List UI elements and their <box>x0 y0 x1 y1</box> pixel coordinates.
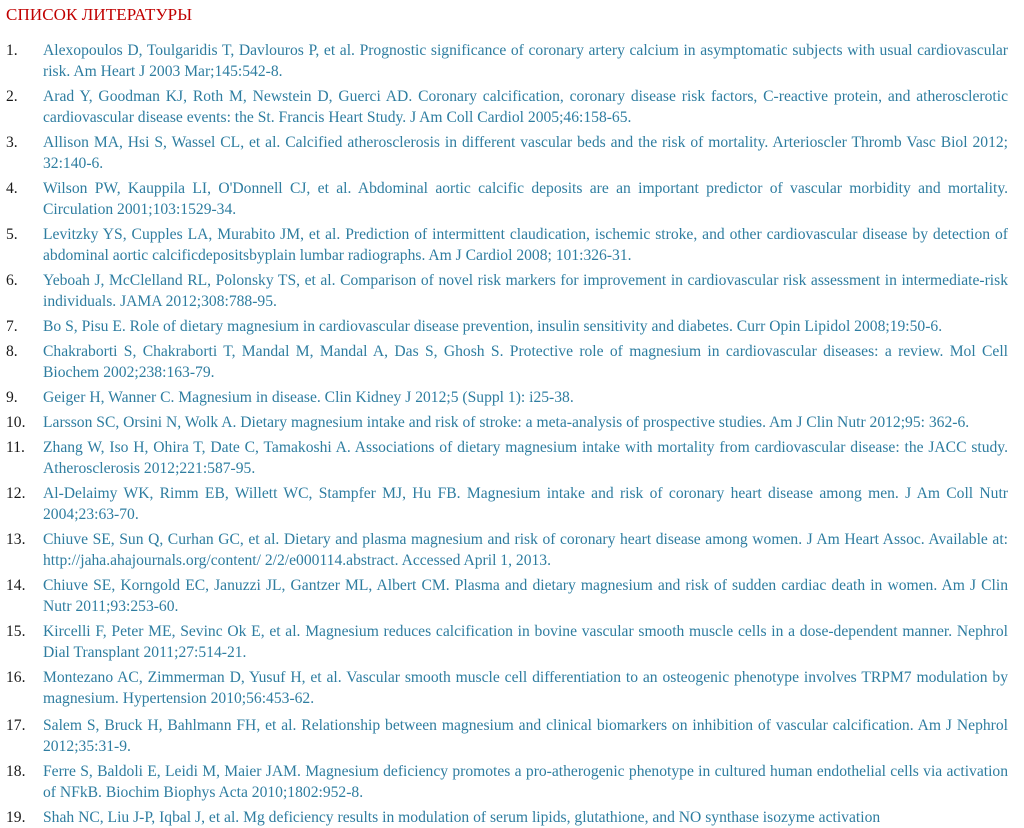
reference-number: 12. <box>6 485 26 502</box>
reference-item <box>0 40 1024 82</box>
reference-item <box>0 761 1024 803</box>
reference-item <box>0 807 1024 828</box>
reference-number: 7. <box>6 318 18 335</box>
reference-text: Chiuve SE, Sun Q, Curhan GC, et al. Dietary and plasma magnesium and risk of coronary heart disease among women. J Am Heart Assoc. Available at: http://jaha.ahajournals.org/content/ 2/2/e000114.abstract. Accessed April 1, 2013. <box>43 531 1008 569</box>
reference-number: 11. <box>6 439 25 456</box>
reference-number: 14. <box>6 577 26 594</box>
reference-number: 6. <box>6 272 18 289</box>
reference-text: Shah NC, Liu J-P, Iqbal J, et al. Mg deficiency results in modulation of serum lipids, glutathione, and NO synthase isozyme activation <box>43 809 881 826</box>
reference-number: 8. <box>6 343 18 360</box>
reference-number: 13. <box>6 531 26 548</box>
reference-number: 18. <box>6 763 26 780</box>
reference-number: 3. <box>6 134 18 151</box>
reference-number: 19. <box>6 809 26 826</box>
reference-item <box>0 224 1024 266</box>
reference-text: Geiger H, Wanner C. Magnesium in disease. Clin Kidney J 2012;5 (Suppl 1): i25-38. <box>43 389 574 406</box>
reference-item <box>0 270 1024 312</box>
reference-number: 10. <box>6 414 26 431</box>
reference-text: Levitzky YS, Cupples LA, Murabito JM, et al. Prediction of intermittent claudication, ischemic stroke, and other cardiovascular disease by detection of abdominal aortic calcificdepositsbyplain lumbar radiographs. Am J Cardiol 2008; 101:326-31. <box>43 226 1008 264</box>
reference-text: Chiuve SE, Korngold EC, Januzzi JL, Gantzer ML, Albert CM. Plasma and dietary magnesium and risk of sudden cardiac death in women. Am J Clin Nutr 2011;93:253-60. <box>43 577 1008 615</box>
reference-number: 16. <box>6 669 26 686</box>
reference-text: Bo S, Pisu E. Role of dietary magnesium in cardiovascular disease prevention, insulin sensitivity and diabetes. Curr Opin Lipidol 2008;19:50-6. <box>43 318 943 335</box>
reference-item <box>0 575 1024 617</box>
page-title: СПИСОК ЛИТЕРАТУРЫ <box>6 5 193 24</box>
reference-item <box>0 316 1024 337</box>
reference-text: Allison MA, Hsi S, Wassel CL, et al. Calcified atherosclerosis in different vascular beds and the risk of mortality. Arterioscler Thromb Vasc Biol 2012; 32:140-6. <box>43 134 1008 172</box>
reference-text: Montezano AC, Zimmerman D, Yusuf H, et al. Vascular smooth muscle cell differentiation to an osteogenic phenotype involves TRPM7 modulation by magnesium. Hypertension 2010;56:453-62. <box>43 669 1008 707</box>
reference-text: Salem S, Bruck H, Bahlmann FH, et al. Relationship between magnesium and clinical biomarkers on inhibition of vascular calcification. Am J Nephrol 2012;35:31-9. <box>43 717 1008 755</box>
reference-item <box>0 387 1024 408</box>
reference-text: Ferre S, Baldoli E, Leidi M, Maier JAM. Magnesium deficiency promotes a pro-atherogenic phenotype in cultured human endothelial cells via activation of NFkB. Biochim Biophys Acta 2010;1802:952-8. <box>43 763 1008 801</box>
reference-number: 17. <box>6 717 26 734</box>
reference-number: 5. <box>6 226 18 243</box>
reference-text: Alexopoulos D, Toulgaridis T, Davlouros P, et al. Prognostic significance of coronary artery calcium in asymptomatic subjects with usual cardiovascular risk. Am Heart J 2003 Mar;145:542-8. <box>43 42 1008 80</box>
reference-item <box>0 483 1024 525</box>
reference-item <box>0 529 1024 571</box>
reference-item <box>0 412 1024 433</box>
reference-text: Chakraborti S, Chakraborti T, Mandal M, Mandal A, Das S, Ghosh S. Protective role of magnesium in cardiovascular diseases: a review. Mol Cell Biochem 2002;238:163-79. <box>43 343 1008 381</box>
reference-item <box>0 667 1024 709</box>
reference-number: 2. <box>6 88 18 105</box>
reference-item <box>0 341 1024 383</box>
reference-item <box>0 715 1024 757</box>
reference-number: 15. <box>6 623 26 640</box>
reference-list <box>0 40 1024 828</box>
reference-number: 9. <box>6 389 18 406</box>
reference-text: Larsson SC, Orsini N, Wolk A. Dietary magnesium intake and risk of stroke: a meta-analysis of prospective studies. Am J Clin Nutr 2012;95: 362-6. <box>43 414 970 431</box>
reference-text: Al-Delaimy WK, Rimm EB, Willett WC, Stampfer MJ, Hu FB. Magnesium intake and risk of coronary heart disease among men. J Am Coll Nutr 2004;23:63-70. <box>43 485 1008 523</box>
reference-text: Zhang W, Iso H, Ohira T, Date C, Tamakoshi A. Associations of dietary magnesium intake with mortality from cardiovascular disease: the JACC study. Atherosclerosis 2012;221:587-95. <box>43 439 1008 477</box>
reference-text: Arad Y, Goodman KJ, Roth M, Newstein D, Guerci AD. Coronary calcification, coronary disease risk factors, C-reactive protein, and atherosclerotic cardiovascular disease events: the St. Francis Heart Study. J Am Coll Cardiol 2005;46:158-65. <box>43 88 1008 126</box>
reference-text: Kircelli F, Peter ME, Sevinc Ok E, et al. Magnesium reduces calcification in bovine vascular smooth muscle cells in a dose-dependent manner. Nephrol Dial Transplant 2011;27:514-21. <box>43 623 1008 661</box>
reference-item <box>0 178 1024 220</box>
reference-text: Yeboah J, McClelland RL, Polonsky TS, et al. Comparison of novel risk markers for improvement in cardiovascular risk assessment in intermediate-risk individuals. JAMA 2012;308:788-95. <box>43 272 1008 310</box>
reference-number: 4. <box>6 180 18 197</box>
reference-item <box>0 86 1024 128</box>
reference-item <box>0 132 1024 174</box>
reference-item <box>0 621 1024 663</box>
reference-text: Wilson PW, Kauppila LI, O'Donnell CJ, et al. Abdominal aortic calcific deposits are an important predictor of vascular morbidity and mortality. Circulation 2001;103:1529-34. <box>43 180 1008 218</box>
reference-item <box>0 437 1024 479</box>
reference-number: 1. <box>6 42 18 59</box>
